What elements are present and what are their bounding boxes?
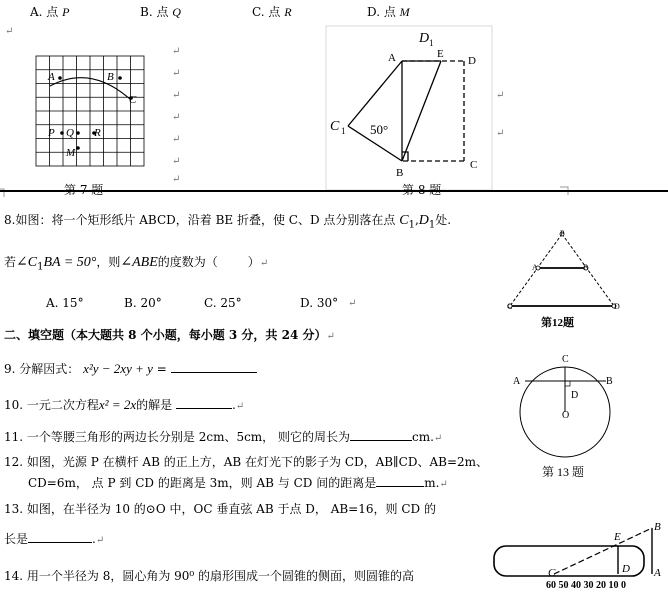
fig7-label-b: B [107, 71, 114, 83]
q12-answer-blank[interactable] [376, 474, 424, 487]
q11-tail: cm. [412, 430, 434, 444]
fig8-label-b: B [396, 167, 404, 179]
fig8-label-c: C [470, 159, 478, 171]
fig12-label-a: A [532, 263, 538, 272]
q8-cond-eq: BA = 50° [43, 255, 97, 270]
fig12-label-p: P [560, 229, 565, 238]
fig8-label-d1: D [419, 31, 430, 46]
choice-a-label: A. 点 [30, 5, 59, 19]
ruler-label-e: E [614, 531, 621, 543]
q14-text: 14. 用一个半径为 8，圆心角为 90⁰ 的扇形围成一个圆锥的侧面，则圆锥的高 [4, 569, 415, 583]
q9-text: 9. 分解因式： [4, 362, 80, 376]
fig8-label-e: E [437, 48, 444, 60]
q8-cond-sub: 1 [37, 261, 44, 273]
return-mark: ↵ [172, 174, 181, 185]
fig8-label-c1-sub: 1 [341, 126, 346, 136]
fig7-label-q: Q [66, 127, 74, 139]
fig7-label-r: R [94, 127, 101, 139]
choice-d-var: M [399, 5, 410, 19]
q8-option-d: D. 30° [300, 296, 339, 310]
choice-d-label: D. 点 [367, 5, 396, 19]
return-mark: ↵ [496, 128, 505, 139]
choice-c-label: C. 点 [252, 5, 281, 19]
fig12-label-d: D [614, 302, 620, 311]
q8-number: 8. [4, 213, 16, 227]
q10-expr: x² = 2x [98, 397, 137, 412]
ruler-label-b: B [654, 521, 661, 533]
fig13-label-c: C [562, 354, 569, 365]
fig13-label-d: D [571, 390, 579, 401]
ruler-label-a: A [654, 567, 661, 579]
choice-b-var: Q [172, 5, 181, 19]
choice-c [252, 3, 292, 20]
ruler-label-d: D [622, 563, 630, 575]
choice-b [140, 3, 181, 20]
q8-cond-end: 的度数为（ [157, 255, 218, 269]
ruler-scale: 60 50 40 30 20 10 0 [546, 580, 626, 591]
fig7-label-a: A [48, 71, 55, 83]
fig8-label-d: D [468, 55, 476, 67]
fig13-label-b: B [606, 376, 613, 387]
q8-point-d1: D [418, 213, 429, 228]
q8-comma: , [414, 213, 419, 227]
fig7-label-p: P [48, 127, 55, 139]
fig12-label-c: C [507, 302, 513, 311]
fig8-label-c1: C [330, 119, 340, 134]
return-mark: ↵ [172, 134, 181, 145]
q9-answer-blank[interactable] [171, 360, 257, 373]
return-mark: ↵ [496, 90, 505, 101]
q11-text: 11. 一个等腰三角形的两边长分别是 2cm、5cm， 则它的周长为 [4, 430, 350, 444]
page-divider [0, 190, 668, 192]
choice-b-label: B. 点 [140, 5, 169, 19]
q12-line2: CD=6m， 点 P 到 CD 的距离是 3m，则 AB 与 CD 间的距离是 m.↵ [28, 476, 448, 490]
fig13-label-o: O [562, 410, 570, 421]
return-mark: ↵ [5, 26, 14, 37]
choice-d [367, 3, 410, 20]
q9-eq: = [152, 362, 167, 376]
q14-line1 [4, 567, 414, 584]
q12-line1: 12. 如图，光源 P 在横杆 AB 的正上方，AB 在灯光下的影子为 CD，AB∥CD、AB=2m、 [4, 455, 489, 469]
q8-condition: 若$\angle C_1BA = 50^\circ$，则∠ABE的度数为（ ）↵ [4, 255, 269, 273]
q8-option-a: A. 15° [46, 296, 84, 310]
q8-tail: 处. [435, 213, 452, 227]
fig8-fold-figure [326, 26, 496, 191]
q13-line2-text: 长是 [4, 532, 29, 546]
return-mark: ↵ [172, 156, 181, 167]
q12-unit: m. [424, 476, 440, 490]
q8-statement [4, 211, 451, 230]
section2-title: 二、填空题（本大题共 8 个小题，每小题 3 分，共 24 分）↵ [4, 328, 335, 342]
return-mark: ↵ [172, 46, 181, 57]
choice-a-var: P [62, 5, 70, 19]
q8-cond-close: ） [247, 255, 260, 269]
q8-sub-1: 1 [408, 219, 415, 231]
q13-line1: 13. 如图，在半径为 10 的⊙O 中，OC 垂直弦 AB 于点 D， AB=16，则 CD 的 [4, 502, 436, 516]
fig8-label-d1-sub: 1 [429, 38, 434, 48]
return-mark: ↵ [348, 298, 357, 309]
q8-sub-2: 1 [428, 219, 436, 231]
fig13-caption: 第 13 题 [542, 465, 585, 479]
section2-title-text: 二、填空题（本大题共 8 个小题，每小题 3 分，共 24 分） [4, 328, 327, 342]
return-mark: ↵ [172, 112, 181, 123]
fig14-ruler-figure [492, 518, 668, 594]
choice-a [30, 3, 69, 20]
fig12-triangle-figure [504, 228, 624, 332]
fig13-label-a: A [513, 376, 521, 387]
q10-answer-blank[interactable] [176, 396, 232, 409]
q8-option-b: B. 20° [124, 296, 162, 310]
fig12-caption: 第12题 [541, 317, 574, 329]
q11: 11. 一个等腰三角形的两边长分别是 2cm、5cm， 则它的周长为 cm.↵ [4, 430, 443, 444]
q8-option-c: C. 25° [204, 296, 242, 310]
return-mark: ↵ [172, 90, 181, 101]
fig8-label-a: A [388, 52, 396, 64]
fig13-circle-figure [512, 346, 632, 486]
q13-line2: 长是 .↵ [4, 532, 105, 546]
fig7-label-m: M [66, 147, 76, 159]
q8-cond-ask: ∠ABE [120, 255, 158, 270]
q9-expr: x²y − 2xy + y [83, 361, 153, 376]
fig7-grid-figure [36, 56, 146, 181]
q13-answer-blank[interactable] [28, 530, 92, 543]
q9 [4, 360, 257, 377]
return-mark: ↵ [172, 68, 181, 79]
choice-c-var: R [284, 5, 292, 19]
q8-cond-pre: 若 [4, 255, 17, 269]
fig7-label-c: C [129, 94, 137, 106]
q8-cond-angle: ∠C [16, 255, 38, 270]
fig8-angle-label: 50° [370, 122, 389, 137]
q11-answer-blank[interactable] [350, 428, 412, 441]
q8-cond-mid: ，则 [96, 255, 121, 269]
q8-point-c1: C [399, 213, 409, 228]
fig12-label-b: B [583, 263, 589, 272]
q8-text: 如图：将一个矩形纸片 ABCD，沿着 BE 折叠，使 C、D 点分别落在点 [15, 213, 396, 227]
q10-text: 10. 一元二次方程 [4, 398, 99, 412]
q10-tail: 的解是 [136, 398, 173, 412]
q12-line2-text: CD=6m， 点 P 到 CD 的距离是 3m，则 AB 与 CD 间的距离是 [28, 476, 377, 490]
q10: 10. 一元二次方程x² = 2x的解是 .↵ [4, 397, 245, 412]
ruler-label-c: C [548, 567, 556, 579]
